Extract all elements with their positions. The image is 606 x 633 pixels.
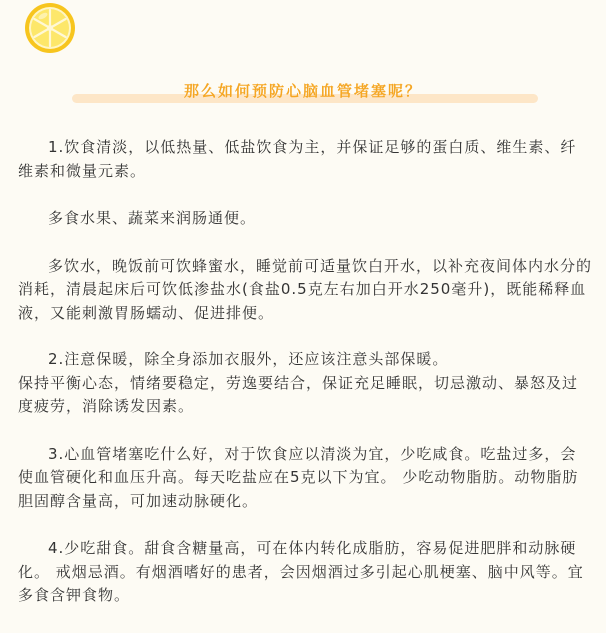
article-body bbox=[18, 136, 592, 608]
lemon-slice-icon bbox=[24, 2, 76, 54]
paragraph-diet: 1.饮食清淡，以低热量、低盐饮食为主，并保证足够的蛋白质、维生素、纤维素和微量元素。 bbox=[18, 138, 577, 180]
paragraph-mood: 保持平衡心态，情绪要稳定，劳逸要结合，保证充足睡眠，切忌激动、暴怒及过度疲劳，消除诱发因素。 bbox=[18, 373, 579, 415]
paragraph-warmth: 2.注意保暖，除全身添加衣服外，还应该注意头部保暖。 bbox=[48, 350, 449, 368]
paragraph-salt: 3.心血管堵塞吃什么好，对于饮食应以清淡为宜，少吃咸食。吃盐过多，会使血管硬化和血压升高。每天吃盐应在5克以下为宜。 少吃动物脂肪。动物脂肪胆固醇含量高，可加速动脉硬化。 bbox=[18, 444, 579, 510]
section-title-block bbox=[0, 80, 606, 106]
section-title: 那么如何预防心脑血管堵塞呢？ bbox=[183, 82, 422, 100]
paragraph-fruit: 多食水果、蔬菜来润肠通便。 bbox=[48, 209, 257, 227]
paragraph-sugar: 4.少吃甜食。甜食含糖量高，可在体内转化成脂肪，容易促进肥胖和动脉硬化。 戒烟忌酒。有烟酒嗜好的患者，会因烟酒过多引起心肌梗塞、脑中风等。宜多食含钾食物。 bbox=[18, 539, 584, 604]
paragraph-water: 多饮水，晚饭前可饮蜂蜜水，睡觉前可适量饮白开水，以补充夜间体内水分的消耗，清晨起床后可饮低渗盐水(食盐0.5克左右加白开水250毫升)，既能稀释血液，又能刺激胃肠蠕动、促进排便。 bbox=[18, 256, 593, 322]
